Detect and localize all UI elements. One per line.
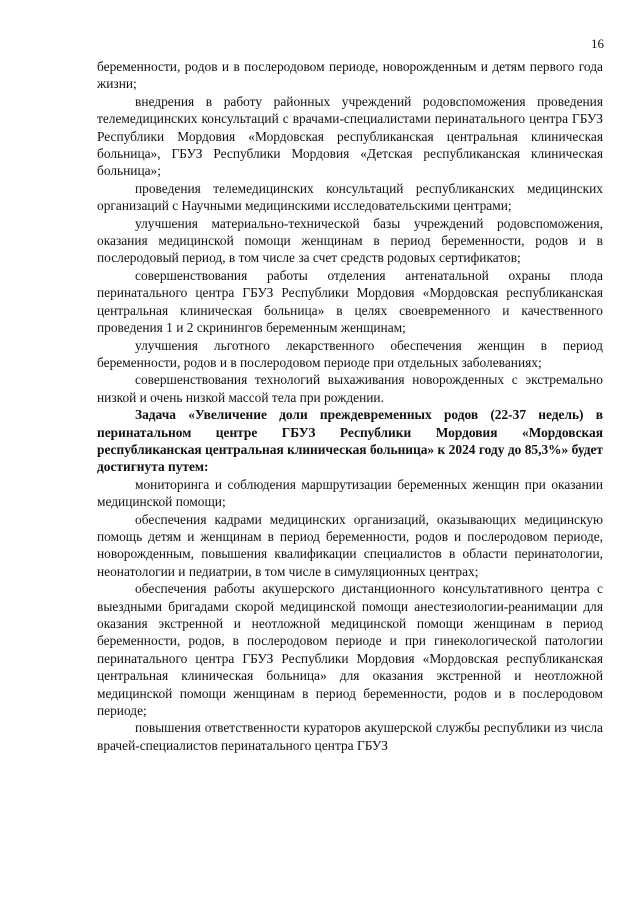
- paragraph: проведения телемедицинских консультаций республиканских медицинских организаций с Научными медицинскими исследовательскими центрами;: [97, 180, 603, 214]
- page-number: 16: [591, 36, 604, 51]
- paragraph: беременности, родов и в послеродовом периоде, новорожденным и детям первого года жизни;: [97, 59, 603, 92]
- paragraph: обеспечения работы акушерского дистанционного консультативного центра с выездными бригадами скорой медицинской помощи анестезиологии-реанимации для оказания экстренной и неотложной медицинской помощи женщинам в период беременности, родов, в послеродовом периоде и при гинекологической патологии перинатального центра ГБУЗ Республики Мордовия «Мордовская республиканская центральная клиническая больница» для оказания экстренной и неотложной медицинской помощи женщинам в период беременности, родов и в послеродовом периоде;: [97, 581, 603, 719]
- document-body: [97, 58, 603, 754]
- paragraph: совершенствования работы отделения антенатальной охраны плода перинатального центра ГБУЗ Республики Мордовия «Мордовская республиканская центральная клиническая больница» в целях своевременного и качественного проведения 1 и 2 скринингов беременным женщинам;: [97, 267, 603, 336]
- paragraph: мониторинга и соблюдения маршрутизации беременных женщин при оказании медицинской помощи;: [97, 476, 603, 510]
- paragraph: обеспечения кадрами медицинских организаций, оказывающих медицинскую помощь детям и женщинам в период беременности, родов и послеродовом периоде, новорожденным, повышения квалификации специалистов в области перинатологии, неонатологии и педиатрии, в том числе в симуляционных центрах;: [97, 511, 603, 579]
- paragraph: внедрения в работу районных учреждений родовспоможения проведения телемедицинских консультаций с врачами-специалистами перинатального центра ГБУЗ Республики Мордовия «Мордовская республиканская центральная клиническая больница», ГБУЗ Республики Мордовия «Детская республиканская клиническая больница»;: [97, 93, 603, 179]
- paragraph: улучшения материально-технической базы учреждений родовспоможения, оказания медицинской помощи женщинам в период беременности, родов и в послеродовый период, в том числе за счет средств родовых сертификатов;: [97, 215, 603, 266]
- paragraph: совершенствования технологий выхаживания новорожденных с экстремально низкой и очень низкой массой тела при рождении.: [97, 372, 603, 405]
- task-heading: Задача «Увеличение доли преждевременных родов (22-37 недель) в перинатальном центре ГБУЗ Республики Мордовия «Мордовская республиканская центральная клиническая больница» к 2024 году до 85,3%» будет достигнута путем:: [97, 407, 603, 475]
- paragraph: повышения ответственности кураторов акушерской службы республики из числа врачей-специалистов перинатального центра ГБУЗ: [97, 720, 603, 753]
- paragraph: улучшения льготного лекарственного обеспечения женщин в период беременности, родов и в послеродовом периоде при отдельных заболеваниях;: [97, 337, 603, 370]
